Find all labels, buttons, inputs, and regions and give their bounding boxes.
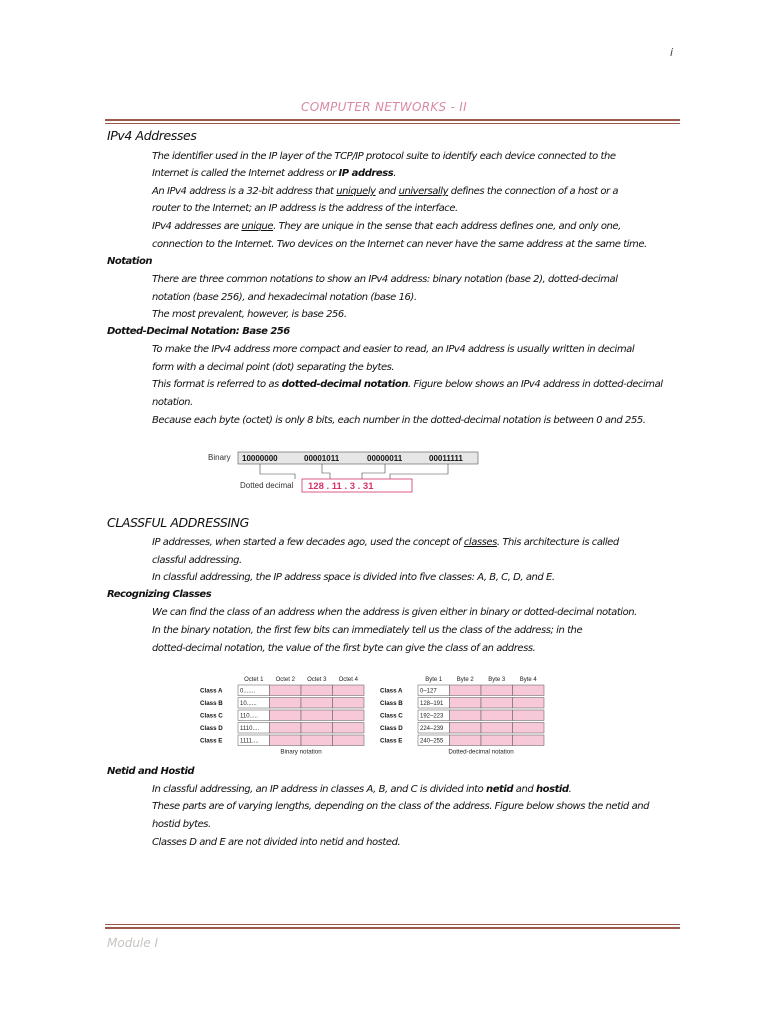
classful-p1-line2: classful addressing. [152, 555, 242, 566]
dotted-p2-line1: This format is referred to as dotted-decimal notation. Figure below shows an IPv4 address in dotted-decimal [152, 379, 663, 390]
footer-module: Module I [107, 936, 158, 950]
binary-table-row-label: Class E [200, 737, 223, 745]
binary-label: Binary [208, 453, 231, 462]
binary-table-header-3: Octet 3 [307, 677, 327, 683]
heading-notation: Notation [107, 256, 152, 267]
ipv4-p2-line1: An IPv4 address is a 32-bit address that uniquely and universally defines the connection of a host or a [152, 186, 619, 197]
binary-table-row-value: 10...... [240, 701, 257, 707]
binary-table-row-value: 110..... [240, 713, 258, 720]
binary-table-cell [333, 685, 365, 696]
binary-table-cell [270, 685, 302, 696]
dotted-value: 128 . 11 . 3 . 31 [308, 481, 374, 492]
heading-ipv4-addresses: IPv4 Addresses [107, 128, 197, 143]
running-header-title: COMPUTER NETWORKS - II [301, 100, 467, 114]
footer-rule-thick [105, 927, 680, 929]
dotted-table-cell [481, 723, 513, 734]
dotted-table-row-value: 224–239 [420, 726, 444, 732]
dotted-table-cell [481, 698, 513, 709]
binary-table-cell [333, 710, 365, 721]
dotted-table-row-label: Class B [380, 700, 403, 707]
dotted-table-cell [450, 735, 482, 746]
binary-table-cell [270, 723, 302, 734]
dotted-table-row-label: Class D [380, 725, 403, 732]
dotted-table-cell [513, 723, 545, 734]
notation-p1-line1: There are three common notations to show an IPv4 address: binary notation (base 2), dotted-decimal [152, 274, 618, 285]
binary-table-header-1: Octet 1 [244, 677, 264, 683]
recognizing-p2-line1: In the binary notation, the first few bits can immediately tell us the class of the address; in the [152, 625, 583, 636]
dotted-table-header-1: Byte 1 [425, 677, 443, 683]
dotted-table-header-4: Byte 4 [519, 677, 537, 683]
binary-table-cell [333, 735, 365, 746]
heading-dotted-decimal: Dotted-Decimal Notation: Base 256 [107, 326, 290, 337]
binary-table-cell [270, 698, 302, 709]
header-rule-thick [105, 119, 680, 121]
binary-table-cell [301, 710, 333, 721]
binary-table-row-label: Class B [200, 700, 223, 707]
binary-table-cell [301, 735, 333, 746]
notation-p1-line2: notation (base 256), and hexadecimal notation (base 16). [152, 292, 417, 303]
dotted-table-cell [481, 735, 513, 746]
binary-table-cell [301, 685, 333, 696]
ipv4-p2-line2: router to the Internet; an IP address is the address of the interface. [152, 203, 458, 214]
dotted-table-cell [450, 723, 482, 734]
dotted-table-row-label: Class A [380, 687, 403, 695]
hostid-term: hostid [536, 784, 569, 795]
binary-table-row-label: Class C [200, 712, 223, 720]
dotted-table-row-label: Class E [380, 737, 403, 745]
binary-table-cell [333, 698, 365, 709]
dotted-table-cell [450, 698, 482, 709]
dotted-p1-line2: form with a decimal point (dot) separating the bytes. [152, 362, 395, 373]
dotted-p3: Because each byte (octet) is only 8 bits, each number in the dotted-decimal notation is between 0 and 255. [152, 415, 646, 426]
notation-p2: The most prevalent, however, is base 256. [152, 309, 347, 320]
ipv4-p3-line2: connection to the Internet. Two devices on the Internet can never have the same address at the same time. [152, 239, 647, 250]
binary-table-cell [333, 723, 365, 734]
binary-table-header-2: Octet 2 [275, 677, 295, 683]
dotted-table-row-value: 128–191 [420, 701, 444, 707]
netid-term: netid [486, 784, 514, 795]
classful-p1-line1: IP addresses, when started a few decades ago, used the concept of classes. This architecture is called [152, 537, 619, 548]
classful-p2: In classful addressing, the IP address space is divided into five classes: A, B, C, D, and E. [152, 572, 555, 583]
dotted-table-cell [450, 710, 482, 721]
heading-netid-hostid: Netid and Hostid [107, 766, 195, 777]
dotted-table-row-value: 240–255 [420, 738, 444, 745]
ipv4-p3-line1: IPv4 addresses are unique. They are unique in the sense that each address defines one, and only one, [152, 221, 621, 232]
mapping-lines [260, 464, 448, 479]
netid-p1: In classful addressing, an IP address in classes A, B, and C is divided into netid and hostid. [152, 784, 572, 795]
ip-address-term: IP address [338, 168, 394, 179]
dotted-table-cell [481, 685, 513, 696]
figure-class-tables [196, 672, 546, 762]
dotted-decimal-label: Dotted decimal [240, 481, 294, 490]
recognizing-p2-line2: dotted-decimal notation, the value of the first byte can give the class of an address. [152, 643, 536, 654]
ipv4-p1-line2: Internet is called the Internet address or IP address. [152, 168, 396, 179]
netid-p3: Classes D and E are not divided into netid and hosted. [152, 837, 401, 848]
dotted-table-header-3: Byte 3 [488, 677, 506, 683]
binary-table-row-value: 1111.... [240, 738, 259, 745]
dotted-table-cell [513, 710, 545, 721]
figure-binary-to-dotted [200, 446, 490, 496]
binary-table-cell [301, 723, 333, 734]
binary-table-cell [270, 735, 302, 746]
dotted-table-row-value: 192–223 [420, 713, 444, 720]
binary-table-cell [270, 710, 302, 721]
binary-table-header-4: Octet 4 [338, 677, 358, 683]
dotted-table-cell [450, 685, 482, 696]
dotted-p1-line1: To make the IPv4 address more compact and easier to read, an IPv4 address is usually written in decimal [152, 344, 635, 355]
binary-byte-2: 00001011 [304, 454, 340, 463]
binary-table-row-label: Class A [200, 687, 223, 695]
header-rule-thin [105, 123, 680, 124]
ipv4-p1-line1: The identifier used in the IP layer of the TCP/IP protocol suite to identify each device connected to the [152, 151, 616, 162]
dotted-table-cell [513, 698, 545, 709]
binary-table-row-label: Class D [200, 725, 223, 732]
netid-p2-line1: These parts are of varying lengths, depending on the class of the address. Figure below shows the netid and [152, 801, 650, 812]
footer-rule-thin [105, 924, 680, 925]
dotted-table-row-label: Class C [380, 712, 403, 720]
dotted-table-row-value: 0–127 [420, 688, 437, 695]
binary-table-caption: Binary notation [280, 748, 322, 756]
dotted-decimal-term: dotted-decimal notation [281, 379, 408, 390]
dotted-p2-line2: notation. [152, 397, 193, 408]
binary-byte-4: 00011111 [429, 454, 463, 463]
binary-table-cell [301, 698, 333, 709]
binary-byte-3: 00000011 [367, 454, 403, 463]
page-number: i [670, 46, 674, 59]
binary-table-row-value: 0....... [240, 688, 256, 695]
netid-p2-line2: hostid bytes. [152, 819, 211, 830]
dotted-table-cell [513, 685, 545, 696]
heading-recognizing-classes: Recognizing Classes [107, 589, 212, 600]
dotted-table-header-2: Byte 2 [456, 677, 474, 683]
dotted-table-caption: Dotted-decimal notation [448, 748, 514, 756]
dotted-table-cell [513, 735, 545, 746]
recognizing-p1: We can find the class of an address when the address is given either in binary or dotted-decimal notation. [152, 607, 637, 618]
binary-byte-1: 10000000 [242, 454, 278, 463]
dotted-table-cell [481, 710, 513, 721]
heading-classful-addressing: CLASSFUL ADDRESSING [107, 515, 249, 530]
binary-table-row-value: 1110.... [240, 726, 260, 732]
